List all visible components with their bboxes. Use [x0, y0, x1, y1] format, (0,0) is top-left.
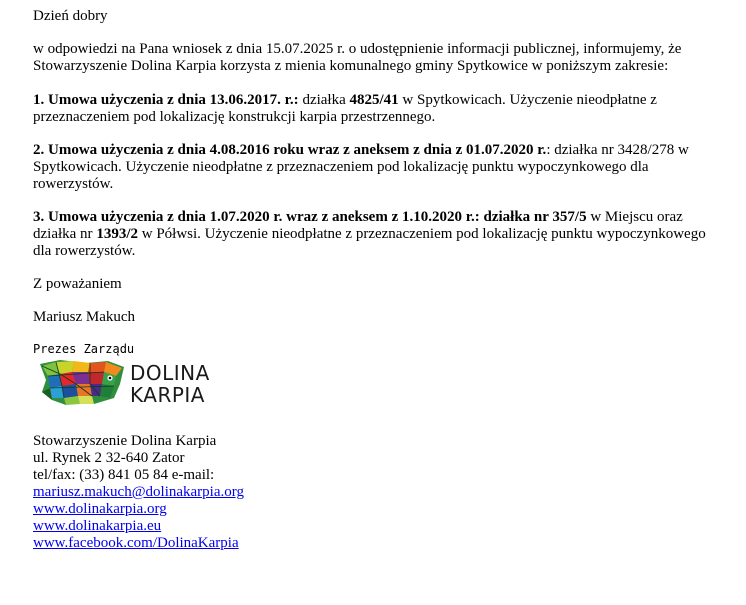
intro-paragraph: w odpowiedzi na Pana wniosek z dnia 15.07.2025 r. o udostępnienie informacji publicznej, informujemy, że Stowarzyszenie Dolina Karpia korzysta z mienia komunalnego gminy Spytkowice w poniższym zakresie: [33, 41, 682, 74]
carp-fish-mosaic-icon [40, 360, 124, 405]
agreement-heading: 2. Umowa użyczenia z dnia 4.08.2016 roku wraz z aneksem z dnia z 01.07.2020 r. [33, 142, 547, 158]
org-address: ul. Rynek 2 32-640 Zator [33, 450, 185, 466]
logo-text-line2: KARPIA [130, 383, 205, 407]
website-link-org[interactable]: www.dolinakarpia.org [33, 501, 167, 517]
org-name: Stowarzyszenie Dolina Karpia [33, 433, 217, 449]
facebook-link[interactable]: www.facebook.com/DolinaKarpia [33, 535, 239, 551]
agreement-heading: 1. Umowa użyczenia z dnia 13.06.2017. r.: [33, 92, 299, 108]
signature-footer [33, 433, 723, 552]
signer-name: Mariusz Makuch [33, 309, 136, 325]
logo-text-line1: DOLINA [130, 361, 210, 385]
dolina-karpia-logo [38, 358, 218, 408]
org-contact: tel/fax: (33) 841 05 84 e-mail: [33, 467, 215, 483]
agreement-item-2: 2. Umowa użyczenia z dnia 4.08.2016 roku wraz z aneksem z dnia z 01.07.2020 r.: działka nr 3428/278 w Spytkowicach. Użyczenie nieodpłatne z przeznaczeniem pod lokalizację punktu wypoczynkowego dla rowerzystów. [33, 142, 689, 192]
plot-number: 4825/41 [349, 92, 399, 108]
email-link[interactable]: mariusz.makuch@dolinakarpia.org [33, 484, 244, 500]
website-link-eu[interactable]: www.dolinakarpia.eu [33, 518, 162, 534]
email-body [33, 8, 723, 552]
agreement-item-1: 1. Umowa użyczenia z dnia 13.06.2017. r.: działka 4825/41 w Spytkowicach. Użyczenie nieodpłatne z przeznaczeniem pod lokalizację konstrukcji karpia przestrzennego. [33, 92, 657, 125]
agreement-item-3: 3. Umowa użyczenia z dnia 1.07.2020 r. wraz z aneksem z 1.10.2020 r.: działka nr 357/5 w Miejscu oraz działka nr 1393/2 w Półwsi. Użyczenie nieodpłatne z przeznaczeniem pod lokalizację punktu wypoczynkowego dla rowerzystów. [33, 209, 706, 259]
closing: Z poważaniem [33, 276, 122, 292]
agreement-heading: 3. Umowa użyczenia z dnia 1.07.2020 r. wraz z aneksem z 1.10.2020 r.: działka nr 357/5 [33, 209, 587, 225]
plot-number: 1393/2 [96, 226, 138, 242]
signer-role: Prezes Zarządu [33, 342, 135, 356]
greeting: Dzień dobry [33, 8, 108, 24]
